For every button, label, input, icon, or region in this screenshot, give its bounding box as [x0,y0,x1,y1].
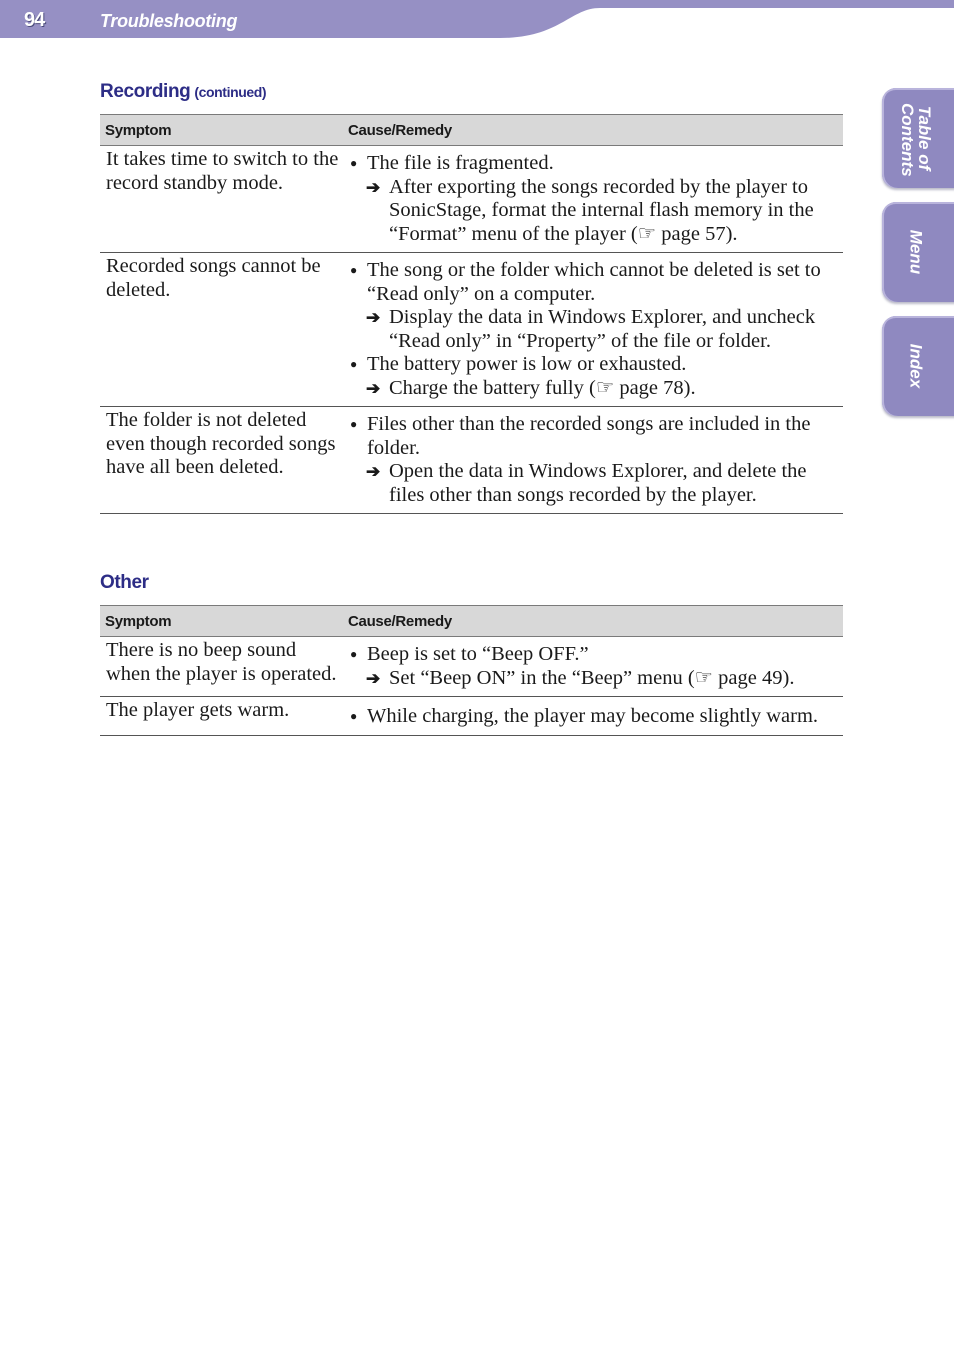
table-row [100,253,843,407]
column-header-remedy: Cause/Remedy [343,115,843,146]
symptom-cell: There is no beep sound when the player is operated. [100,637,343,697]
remedy-item: ➔ Open the data in Windows Explorer, and delete the files other than songs recorded by the player. [349,460,837,507]
section-title-text: Other [100,572,149,593]
section-title-text: Recording [100,81,191,102]
remedy-cell [343,253,843,407]
remedy-item: ➔ Charge the battery fully (☞ page 78). [349,377,837,401]
table-row [100,146,843,253]
tab-index[interactable] [882,316,954,416]
table-row [100,637,843,697]
cause-item: ● The battery power is low or exhausted. [349,353,837,377]
tab-menu[interactable] [882,202,954,302]
symptom-cell: The player gets warm. [100,697,343,736]
other-table [100,605,843,736]
remedy-item: ➔ Display the data in Windows Explorer, and uncheck “Read only” in “Property” of the file or folder. [349,306,837,353]
tab-table-of-contents-label: Table of Contents [898,103,934,177]
cause-item: ● Beep is set to “Beep OFF.” [349,643,837,667]
continued-label: (continued) [194,84,267,100]
section-title-recording [100,81,266,103]
section-title-other [100,572,149,594]
column-header-symptom: Symptom [100,606,343,637]
table-header-row [100,606,843,637]
table-row [100,407,843,514]
tab-menu-label: Menu [906,229,926,275]
tab-index-label: Index [906,343,926,389]
recording-table [100,114,843,514]
remedy-cell [343,697,843,736]
symptom-cell: It takes time to switch to the record standby mode. [100,146,343,253]
remedy-cell [343,637,843,697]
symptom-cell: The folder is not deleted even though recorded songs have all been deleted. [100,407,343,514]
symptom-cell: Recorded songs cannot be deleted. [100,253,343,407]
cause-item: ● The file is fragmented. [349,152,837,176]
remedy-item: ➔ Set “Beep ON” in the “Beep” menu (☞ page 49). [349,667,837,691]
cause-item: ● While charging, the player may become slightly warm. [349,705,837,729]
page-header [0,0,954,40]
remedy-item: ➔ After exporting the songs recorded by the player to SonicStage, format the internal flash memory in the “Format” menu of the player (☞ page 57). [349,176,837,247]
column-header-symptom: Symptom [100,115,343,146]
table-row [100,697,843,736]
chapter-title: Troubleshooting [100,11,238,31]
tab-table-of-contents[interactable] [882,88,954,188]
table-header-row [100,115,843,146]
column-header-remedy: Cause/Remedy [343,606,843,637]
remedy-cell [343,146,843,253]
remedy-cell [343,407,843,514]
cause-item: ● Files other than the recorded songs are included in the folder. [349,413,837,460]
cause-item: ● The song or the folder which cannot be deleted is set to “Read only” on a computer. [349,259,837,306]
page-number: 94 [24,9,45,31]
